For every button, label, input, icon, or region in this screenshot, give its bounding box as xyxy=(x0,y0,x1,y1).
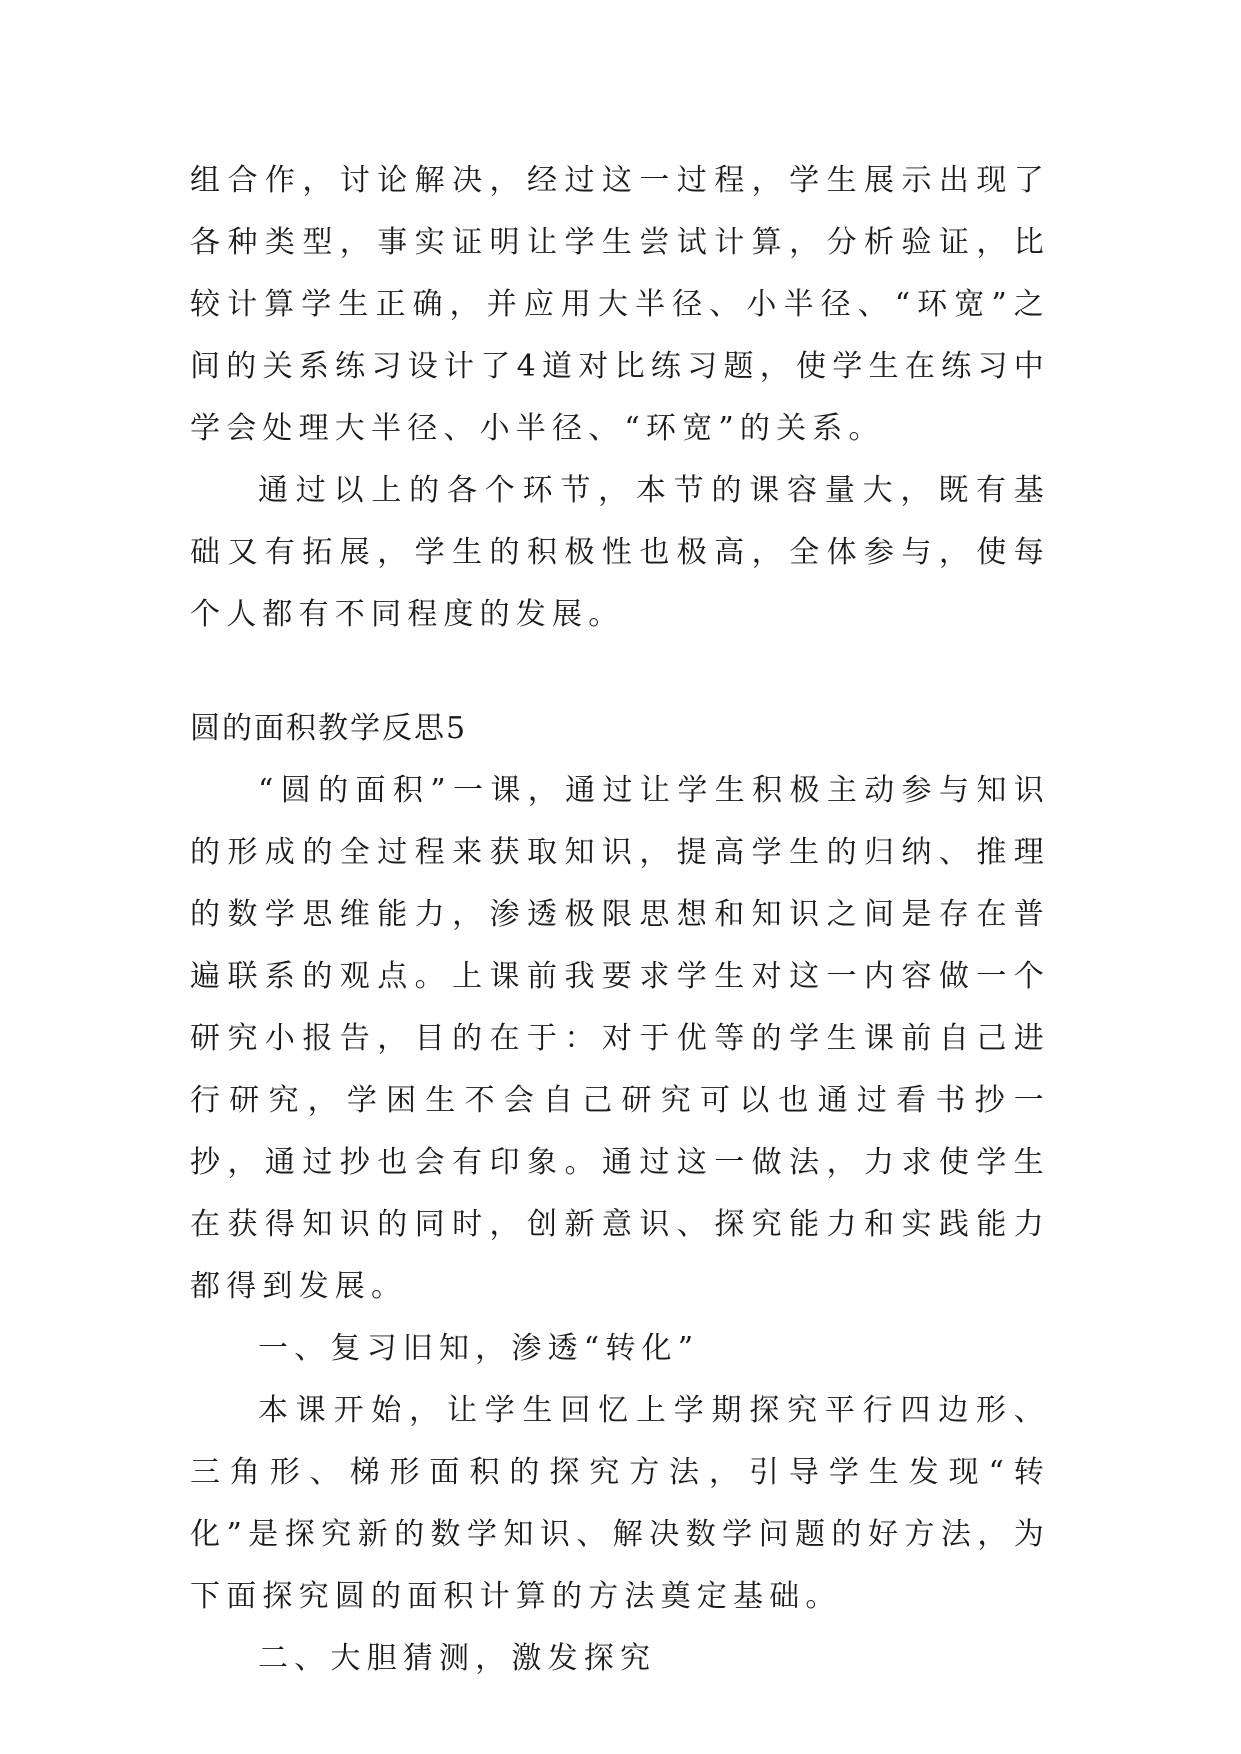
document-page xyxy=(190,150,1050,1690)
paragraph-intro: “圆的面积”一课，通过让学生积极主动参与知识的形成的全过程来获取知识，提高学生的归纳、推理的数学思维能力，渗透极限思想和知识之间是存在普遍联系的观点。上课前我要求学生对这一内容做一个研究小报告，目的在于：对于优等的学生课前自己进行研究，学困生不会自己研究可以也通过看书抄一抄，通过抄也会有印象。通过这一做法，力求使学生在获得知识的同时，创新意识、探究能力和实践能力都得到发展。 xyxy=(190,773,1050,1304)
paragraph-review: 本课开始，让学生回忆上学期探究平行四边形、三角形、梯形面积的探究方法，引导学生发现“转化”是探究新的数学知识、解决数学问题的好方法，为下面探究圆的面积计算的方法奠定基础。 xyxy=(190,1393,1050,1614)
section-gap xyxy=(190,646,1050,698)
subheading-review: 一、复习旧知，渗透“转化” xyxy=(258,1331,700,1366)
paragraph-summary: 通过以上的各个环节，本节的课容量大，既有基础又有拓展，学生的积极性也极高，全体参与，使每个人都有不同程度的发展。 xyxy=(190,473,1050,632)
subheading-guess: 二、大胆猜测，激发探究 xyxy=(258,1641,657,1676)
paragraph-continued: 组合作，讨论解决，经过这一过程，学生展示出现了各种类型，事实证明让学生尝试计算，分析验证，比较计算学生正确，并应用大半径、小半径、“环宽”之间的关系练习设计了4道对比练习题，使学生在练习中学会处理大半径、小半径、“环宽”的关系。 xyxy=(190,163,1050,446)
section-title: 圆的面积教学反思5 xyxy=(190,711,468,746)
